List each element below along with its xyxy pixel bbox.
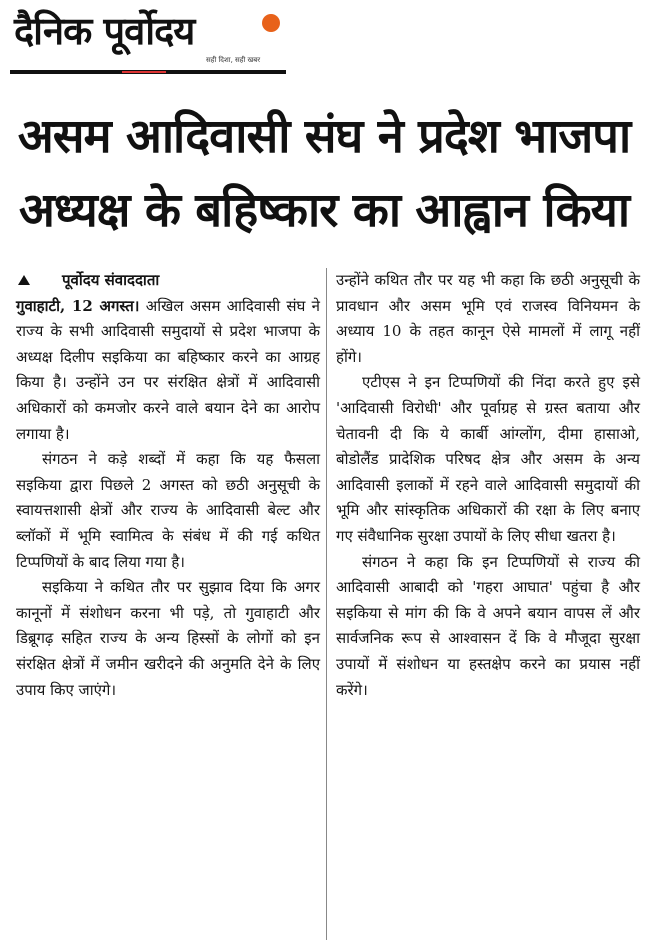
logo-sun-icon	[262, 14, 280, 32]
headline-line-1: असम आदिवासी संघ ने प्रदेश भाजपा	[17, 109, 631, 164]
byline-triangle-icon	[18, 275, 30, 285]
headline	[0, 100, 648, 248]
masthead-tagline: सही दिशा, सही खबर	[206, 56, 261, 64]
column-divider	[326, 268, 327, 940]
article-paragraph-6: संगठन ने कहा कि इन टिप्पणियों से राज्य की आदिवासी आबादी को 'गहरा आघात' पहुंचा है और सइकिया से मांग की कि वे अपने बयान वापस लें और सार्वजनिक रूप से आश्वासन दें कि वे मौजूदा सुरक्षा उपायों में संशोधन या हस्तक्षेप करने का प्रयास नहीं करेंगे।	[336, 552, 640, 699]
byline-text: पूर्वोदय संवाददाता	[62, 271, 160, 289]
masthead-accent	[122, 71, 166, 73]
masthead-logo: दैनिक पूर्वोदय	[14, 8, 195, 53]
dateline: गुवाहाटी, 12 अगस्त।	[16, 296, 140, 315]
article-column-right	[336, 268, 640, 703]
article-paragraph-3: सइकिया ने कथित तौर पर सुझाव दिया कि अगर कानूनों में संशोधन करना भी पड़े, तो गुवाहाटी और डिब्रूगढ़ सहित राज्य के अन्य हिस्सों के लोगों को इन संरक्षित क्षेत्रों में जमीन खरीदने की अनुमति देने के लिए उपाय किए जाएंगे।	[16, 578, 320, 699]
article-paragraph-2: संगठन ने कड़े शब्दों में कहा कि यह फैसला सइकिया द्वारा पिछले 2 अगस्त को छठी अनुसूची के स्वायत्तशासी क्षेत्रों और राज्य के आदिवासी बेल्ट और ब्लॉकों में भूमि स्वामित्व के संबंध में की गई कथित टिप्पणियों के बाद लिया गया है।	[16, 450, 320, 571]
article-paragraph-4: उन्होंने कथित तौर पर यह भी कहा कि छठी अनुसूची के प्रावधान और असम भूमि एवं राजस्व विनियमन के अध्याय 10 के तहत कानून ऐसे मामलों में लागू नहीं होंगे।	[336, 271, 640, 366]
paragraph-1-text: अखिल असम आदिवासी संघ ने राज्य के सभी आदिवासी समुदायों से प्रदेश भाजपा के अध्यक्ष दिलीप सइकिया का बहिष्कार करने का आग्रह किया है। उन्होंने उन पर संरक्षित क्षेत्रों में आदिवासी अधिकारों को कमजोर करने वाले बयान देने का आरोप लगाया है।	[16, 296, 320, 443]
article-paragraph-5: एटीएस ने इन टिप्पणियों की निंदा करते हुए इसे 'आदिवासी विरोधी' और पूर्वाग्रह से ग्रस्त बताया और चेतावनी दी कि ये कार्बी आंग्लोंग, दीमा हासाओ, बोडोलैंड प्रादेशिक परिषद क्षेत्र और असम के अन्य आदिवासी इलाकों में रहने वाले आदिवासी समुदायों की भूमि और सांस्कृतिक अधिकारों की रक्षा के लिए बनाए गए संवैधानिक सुरक्षा उपायों के लिए सीधा खतरा है।	[336, 373, 640, 545]
masthead	[10, 6, 290, 76]
headline-line-2: अध्यक्ष के बहिष्कार का आह्वान किया	[18, 183, 630, 238]
article-paragraph-1	[16, 294, 320, 448]
byline	[16, 268, 320, 294]
article-column-left	[16, 268, 320, 703]
